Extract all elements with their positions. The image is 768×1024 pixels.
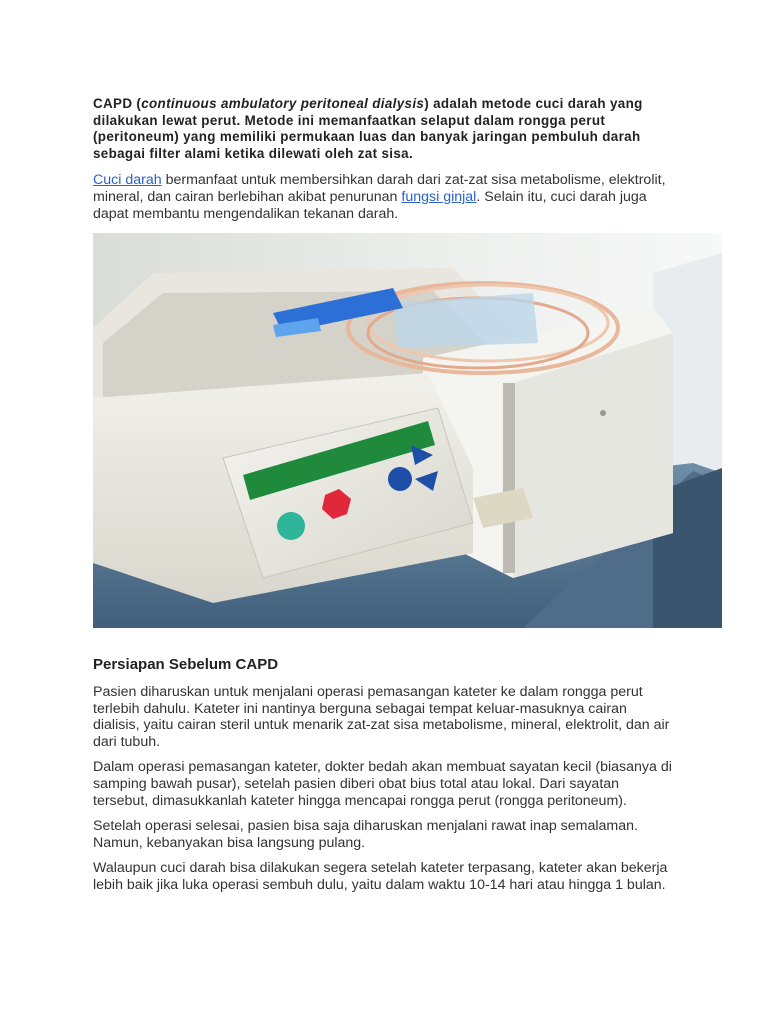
link-fungsi-ginjal[interactable]: fungsi ginjal [401, 188, 477, 205]
paragraph-benefit [93, 172, 673, 222]
article-top [93, 96, 673, 231]
section-paragraph-1: Pasien diharuskan untuk menjalani operasi pemasangan kateter ke dalam rongga perut terlebih dahulu. Kateter ini nantinya berguna sebagai tempat keluar-masuknya cairan dialisis, yaitu cairan steril untuk menarik zat-zat sisa metabolisme, mineral, elektrolit, dan air dari tubuh. [93, 684, 670, 750]
paragraph-benefit-text1: bermanfaat untuk membersihkan darah dari zat-zat sisa metabolisme, elektrolit, mineral, dan cairan berlebihan akibat penurunan [93, 172, 666, 205]
intro-rest: ) adalah metode cuci darah yang dilakukan lewat perut. Metode ini memanfaatkan selaput dalam rongga perut (peritoneum) yang memiliki permukaan luas dan banyak jaringan pembuluh darah sebagai filter alami ketika dilewati oleh zat sisa. [93, 96, 643, 161]
intro-lead: CAPD ( [93, 96, 142, 111]
capd-machine-photo [93, 233, 722, 628]
section-paragraph-2: Dalam operasi pemasangan kateter, dokter bedah akan membuat sayatan kecil (biasanya di samping bawah pusar), setelah pasien diberi obat bius total atau lokal. Dari sayatan tersebut, dimasukkanlah kateter hingga mencapai rongga perut (rongga peritoneum). [93, 759, 672, 809]
intro-paragraph [93, 96, 673, 162]
paragraph-benefit-text2: . Selain itu, cuci darah juga dapat membantu mengendalikan tekanan darah. [93, 188, 647, 222]
section-body [93, 684, 673, 903]
section-paragraph-3: Setelah operasi selesai, pasien bisa saja diharuskan menjalani rawat inap semalaman. Namun, kebanyakan bisa langsung pulang. [93, 818, 638, 851]
link-cuci-darah[interactable]: Cuci darah [93, 172, 162, 189]
section-heading: Persiapan Sebelum CAPD [93, 656, 279, 673]
section-paragraph-4: Walaupun cuci darah bisa dilakukan segera setelah kateter terpasang, kateter akan bekerja lebih baik jika luka operasi sembuh dulu, yaitu dalam waktu 10-14 hari atau hingga 1 bulan. [93, 860, 668, 893]
intro-italic-term: continuous ambulatory peritoneal dialysis [141, 96, 425, 111]
